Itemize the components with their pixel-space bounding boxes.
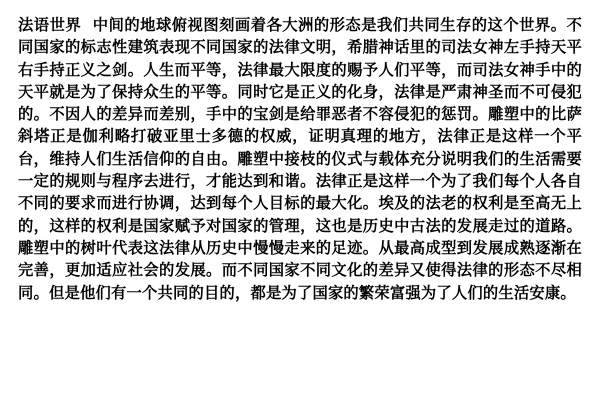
- document-body-text: 法语世界 中间的地球俯视图刻画着各大洲的形态是我们共同生存的这个世界。不同国家的标志性建筑表现不同国家的法律文明，希腊神话里的司法女神左手持天平右手持正义之剑。人生而平等，法律最大限度的赐予人们平等，而司法女神手中的天平就是为了保持众生的平等。同时它是正义的化身，法律是严肃神圣而不可侵犯的。不因人的差异而差别，手中的宝剑是给罪恶者不容侵犯的惩罚。雕塑中的比萨斜塔正是伽利略打破亚里士多德的权威，证明真理的地方，法律正是这样一个平台，维持人们生活信仰的自由。雕塑中接枝的仪式与载体充分说明我们的生活需要一定的规则与程序去进行，才能达到和谐。法律正是这样一个为了我们每个人各自不同的要求而进行协调，达到每个人目标的最大化。埃及的法老的权利是至高无上的，这样的权利是国家赋予对国家的管理，这也是历史中古法的发展走过的道路。雕塑中的树叶代表这法律从历史中慢慢走来的足迹。从最高成型到发展成熟逐渐在完善，更加适应社会的发展。而不同国家不同文化的差异又使得法律的形态不尽相同。但是他们有一个共同的目的，都是为了国家的繁荣富强为了人们的生活安康。: [18, 16, 582, 302]
